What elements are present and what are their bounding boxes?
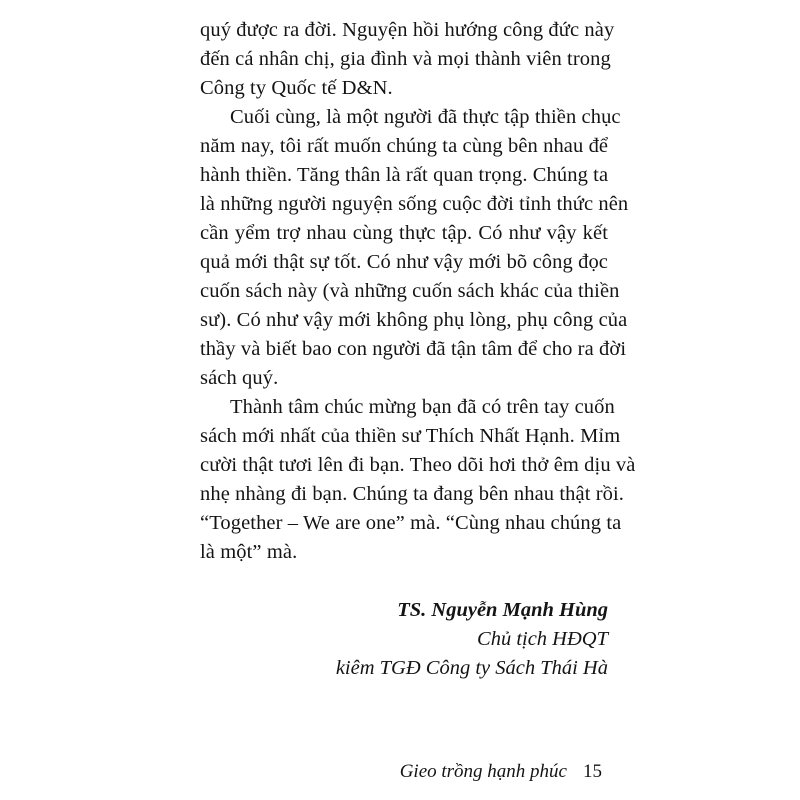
signature-title-line-2: kiêm TGĐ Công ty Sách Thái Hà [335,657,608,679]
paragraph-3-line-5: “Together – We are one” mà. “Cùng nhau chúng ta [200,512,622,534]
paragraph-2-line-10: sách quý. [200,367,279,389]
paragraph-3-line-4: nhẹ nhàng đi bạn. Chúng ta đang bên nhau thật rồi. [200,483,625,505]
paragraph-3-line-6: là một” mà. [200,541,298,563]
page-number: 15 [583,761,602,782]
paragraph-2-line-2: năm nay, tôi rất muốn chúng ta cùng bên nhau để [200,135,609,157]
paragraph-2-line-3: hành thiền. Tăng thân là rất quan trọng. Chúng ta [200,164,609,186]
paragraph-2-line-4: là những người nguyện sống cuộc đời tỉnh thức nên [200,193,629,215]
paragraph-2-line-9: thầy và biết bao con người đã tận tâm để cho ra đời [200,338,627,360]
paragraph-2-line-8: sư). Có như vậy mới không phụ lòng, phụ công của [200,309,628,331]
signature-name: TS. Nguyễn Mạnh Hùng [397,599,608,621]
signature-title-line-1: Chủ tịch HĐQT [477,628,608,650]
paragraph-2-line-5: cần yểm trợ nhau cùng thực tập. Có như vậy kết [200,222,608,244]
paragraph-3-line-1: Thành tâm chúc mừng bạn đã có trên tay cuốn [230,396,615,418]
paragraph-3-line-3: cười thật tươi lên đi bạn. Theo dõi hơi thở êm dịu và [200,454,636,476]
paragraph-2-line-7: cuốn sách này (và những cuốn sách khác của thiền [200,280,620,302]
paragraph-1-line-1: quý được ra đời. Nguyện hồi hướng công đức này [200,19,615,41]
paragraph-3-line-2: sách mới nhất của thiền sư Thích Nhất Hạnh. Mỉm [200,425,621,447]
running-footer-book-title: Gieo trồng hạnh phúc [399,761,567,782]
paragraph-2-line-1: Cuối cùng, là một người đã thực tập thiền chục [230,106,621,128]
paragraph-1-line-2: đến cá nhân chị, gia đình và mọi thành viên trong [200,48,611,70]
paragraph-1-line-3: Công ty Quốc tế D&N. [200,77,393,99]
paragraph-2-line-6: quả mới thật sự tốt. Có như vậy mới bõ công đọc [200,251,608,273]
